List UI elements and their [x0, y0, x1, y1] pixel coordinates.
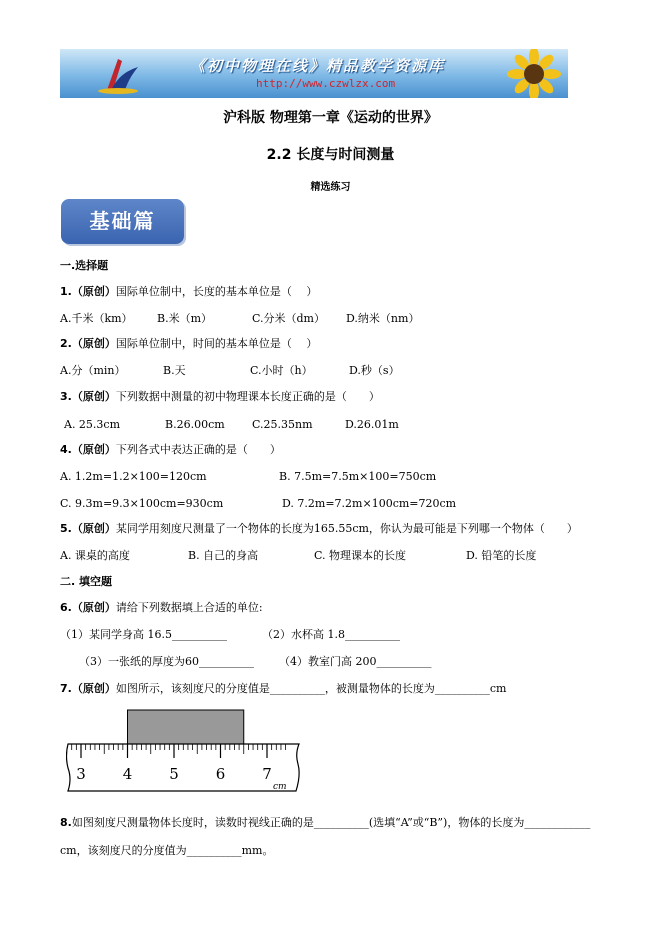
question-tag: （原创）	[71, 390, 116, 403]
question-text: 下列各式中表达正确的是（ ）	[115, 443, 281, 456]
question-5	[60, 522, 578, 536]
level-tag: 基础篇	[61, 199, 184, 244]
banner-url[interactable]: http://www.czwlzx.com	[256, 77, 396, 90]
document-subtitle: 精选练习	[310, 182, 351, 193]
q3-option-b: B.26.00cm	[165, 418, 225, 431]
q4-option-d: D. 7.2m=7.2m×100cm=720cm	[282, 497, 457, 510]
question-tag: （原创）	[71, 601, 116, 614]
section-title: 2.2 长度与时间测量	[266, 147, 395, 163]
question-4	[60, 443, 281, 457]
header-banner	[60, 49, 568, 98]
q1-option-d: D.纳米（nm）	[346, 312, 420, 325]
measured-object	[128, 710, 244, 744]
question-3	[60, 390, 380, 404]
question-number: 7.	[60, 682, 72, 695]
question-number: 1.	[60, 285, 72, 298]
question-tag: （原创）	[71, 522, 116, 535]
q5-option-c: C. 物理课本的长度	[314, 549, 407, 562]
q3-option-a: A. 25.3cm	[64, 418, 121, 431]
ruler-tick-label: 4	[122, 765, 133, 783]
q5-option-a: A. 课桌的高度	[60, 549, 130, 562]
question-number: 5.	[60, 522, 72, 535]
question-number: 6.	[60, 601, 72, 614]
sunflower-icon	[504, 49, 564, 98]
question-text: 某同学用刻度尺测量了一个物体的长度为165.55cm，你认为最可能是下列哪一个物体（ ）	[115, 522, 578, 535]
q6-item-1: （1）某同学身高 16.5__________	[60, 628, 227, 641]
q1-option-a: A.千米（km）	[60, 312, 133, 325]
question-8	[60, 816, 590, 830]
ruler-unit-label: cm	[273, 782, 287, 792]
section-heading-fill: 二. 填空题	[60, 575, 113, 588]
q2-option-b: B.天	[163, 364, 186, 377]
q5-option-d: D. 铅笔的长度	[466, 549, 537, 562]
q5-option-b: B. 自己的身高	[188, 549, 259, 562]
q4-option-c: C. 9.3m=9.3×100cm=930cm	[60, 497, 224, 510]
question-text: 国际单位制中，时间的基本单位是（ ）	[115, 337, 318, 350]
question-text: 国际单位制中，长度的基本单位是（ ）	[115, 285, 318, 298]
question-2	[60, 337, 317, 351]
q2-option-c: C.小时（h）	[250, 364, 313, 377]
question-number: 8.	[60, 816, 72, 829]
question-text: 下列数据中测量的初中物理课本长度正确的是（ ）	[115, 390, 380, 403]
question-text: 如图所示，该刻度尺的分度值是__________，被测量物体的长度为__________cm	[115, 682, 507, 695]
question-text: 请给下列数据填上合适的单位:	[115, 601, 263, 614]
q6-item-3: （3）一张纸的厚度为60__________	[79, 655, 254, 668]
question-tag: （原创）	[71, 443, 116, 456]
section-heading-choice: 一.选择题	[60, 259, 109, 272]
q4-option-b: B. 7.5m=7.5m×100=750cm	[279, 470, 437, 483]
q6-item-4: （4）教室门高 200__________	[279, 655, 432, 668]
q3-option-c: C.25.35nm	[252, 418, 313, 431]
question-1	[60, 285, 317, 299]
ruler-tick-label: 5	[169, 765, 179, 783]
question-7	[60, 682, 506, 696]
question-tag: （原创）	[71, 285, 116, 298]
q2-option-d: D.秒（s）	[349, 364, 400, 377]
q1-option-b: B.米（m）	[157, 312, 213, 325]
ruler-tick-label: 7	[262, 765, 272, 783]
q1-option-c: C.分米（dm）	[252, 312, 325, 325]
question-tag: （原创）	[71, 337, 116, 350]
site-logo-icon	[88, 53, 144, 95]
q3-option-d: D.26.01m	[345, 418, 399, 431]
question-number: 3.	[60, 390, 72, 403]
question-text: 如图刻度尺测量物体长度时，读数时视线正确的是__________(选填“A”或“B”)，物体的长度为____________	[71, 816, 591, 829]
question-tag: （原创）	[71, 682, 116, 695]
ruler-tick-label: 6	[215, 765, 226, 783]
q4-option-a: A. 1.2m=1.2×100=120cm	[60, 470, 207, 483]
question-6	[60, 601, 263, 615]
question-number: 2.	[60, 337, 72, 350]
banner-title: 《初中物理在线》精品教学资源库	[190, 57, 446, 75]
question-number: 4.	[60, 443, 72, 456]
document-title: 沪科版 物理第一章《运动的世界》	[223, 110, 438, 126]
ruler-tick-label: 3	[76, 765, 86, 783]
q2-option-a: A.分（min）	[60, 364, 126, 377]
ruler-figure	[66, 709, 301, 793]
q6-item-2: （2）水杯高 1.8__________	[262, 628, 400, 641]
question-8-continued: cm，该刻度尺的分度值为__________mm。	[60, 844, 274, 857]
